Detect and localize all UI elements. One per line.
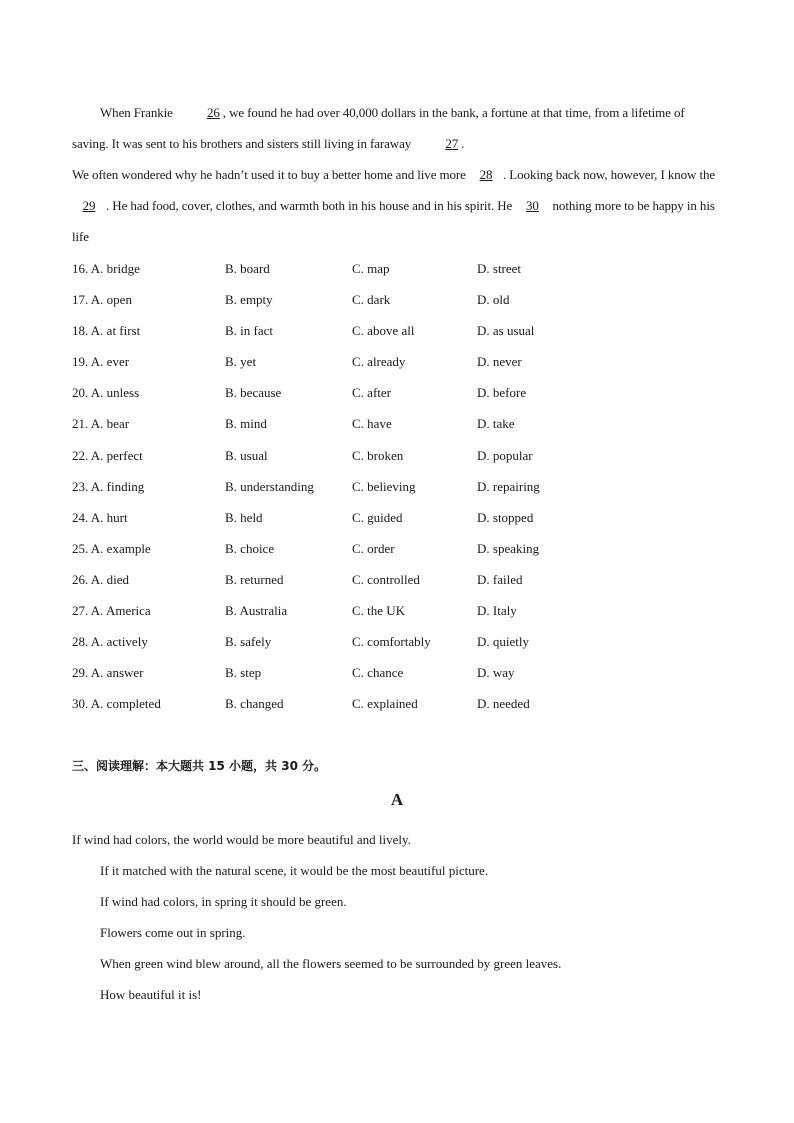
option-c[interactable]: C. comfortably	[352, 634, 431, 650]
option-c[interactable]: C. the UK	[352, 603, 406, 619]
option-b[interactable]: B. safely	[225, 634, 272, 650]
option-b[interactable]: B. Australia	[225, 603, 288, 619]
option-d[interactable]: D. needed	[477, 696, 530, 712]
option-d[interactable]: D. quietly	[477, 634, 529, 650]
option-row	[72, 315, 722, 346]
option-d[interactable]: D. Italy	[477, 603, 517, 619]
option-c[interactable]: C. broken	[352, 447, 404, 463]
option-row	[72, 533, 722, 564]
option-a[interactable]: 17. A. open	[72, 292, 132, 308]
section-heading: 三、阅读理解：本大题共 15 小题，共 30 分。	[72, 759, 327, 773]
passage-paragraph-2: We often wondered why he hadn’t used it to buy a better home and live more 28 . Looking back now, however, I know the 29 . He had food, cover, clothes, and warmth both in his house and in his spirit. He 30 nothing more to be happy in his life	[72, 159, 722, 252]
option-c[interactable]: C. map	[352, 261, 390, 276]
option-b[interactable]: B. board	[225, 261, 270, 276]
option-d[interactable]: D. speaking	[477, 540, 540, 556]
option-row	[72, 377, 722, 408]
option-a[interactable]: 16. A. bridge	[72, 261, 140, 276]
option-row	[72, 440, 722, 471]
option-row	[72, 346, 722, 377]
option-row	[72, 471, 722, 502]
option-d[interactable]: D. old	[477, 292, 510, 308]
option-a[interactable]: 27. A. America	[72, 603, 151, 619]
option-d[interactable]: D. repairing	[477, 478, 540, 494]
option-a[interactable]: 25. A. example	[72, 540, 151, 556]
option-b[interactable]: B. choice	[225, 540, 275, 556]
option-a[interactable]: 28. A. actively	[72, 634, 148, 650]
option-d[interactable]: D. street	[477, 261, 522, 276]
option-c[interactable]: C. above all	[352, 323, 415, 339]
blank-29[interactable]: 29	[82, 198, 96, 213]
option-d[interactable]: D. take	[477, 416, 515, 432]
option-b[interactable]: B. step	[225, 665, 262, 681]
option-a[interactable]: 29. A. answer	[72, 665, 144, 681]
option-c[interactable]: C. dark	[352, 292, 391, 308]
option-d[interactable]: D. stopped	[477, 509, 534, 525]
options-list	[72, 253, 722, 719]
option-row	[72, 253, 722, 284]
option-a[interactable]: 26. A. died	[72, 571, 130, 587]
blank-26[interactable]: 26	[206, 105, 220, 120]
option-c[interactable]: C. guided	[352, 509, 403, 525]
option-b[interactable]: B. understanding	[225, 478, 314, 494]
option-a[interactable]: 18. A. at first	[72, 323, 141, 339]
option-c[interactable]: C. have	[352, 416, 392, 432]
option-b[interactable]: B. in fact	[225, 323, 274, 339]
option-b[interactable]: B. usual	[225, 447, 268, 463]
passage-a-line-5: When green wind blew around, all the flowers seemed to be surrounded by green leaves.	[100, 956, 562, 971]
option-a[interactable]: 19. A. ever	[72, 354, 130, 370]
option-a[interactable]: 20. A. unless	[72, 385, 140, 401]
option-d[interactable]: D. popular	[477, 447, 533, 463]
option-row	[72, 595, 722, 626]
option-c[interactable]: C. chance	[352, 665, 404, 681]
option-a[interactable]: 22. A. perfect	[72, 447, 143, 463]
option-b[interactable]: B. yet	[225, 354, 257, 370]
option-b[interactable]: B. empty	[225, 292, 273, 308]
passage-a-line-6: How beautiful it is!	[100, 987, 202, 1002]
option-c[interactable]: C. controlled	[352, 571, 420, 587]
option-d[interactable]: D. never	[477, 354, 522, 370]
option-d[interactable]: D. way	[477, 665, 515, 681]
passage-a-line-1: If wind had colors, the world would be more beautiful and lively.	[72, 832, 411, 847]
blank-28[interactable]: 28	[479, 167, 493, 182]
option-a[interactable]: 21. A. bear	[72, 416, 130, 432]
option-row	[72, 564, 722, 595]
option-c[interactable]: C. after	[352, 385, 391, 401]
blank-27[interactable]: 27	[445, 136, 459, 151]
option-b[interactable]: B. held	[225, 509, 263, 525]
option-row	[72, 626, 722, 657]
passage-paragraph-1: When Frankie 26 , we found he had over 40,000 dollars in the bank, a fortune at that time, from a lifetime of saving. It was sent to his brothers and sisters still living in faraway 27 .	[72, 97, 722, 159]
option-a[interactable]: 23. A. finding	[72, 478, 145, 494]
option-b[interactable]: B. returned	[225, 571, 284, 587]
option-b[interactable]: B. because	[225, 385, 282, 401]
passage-a-line-2: If it matched with the natural scene, it would be the most beautiful picture.	[100, 863, 489, 878]
option-b[interactable]: B. changed	[225, 696, 284, 712]
option-b[interactable]: B. mind	[225, 416, 267, 432]
option-d[interactable]: D. failed	[477, 571, 523, 587]
option-c[interactable]: C. already	[352, 354, 406, 370]
option-row	[72, 688, 722, 719]
passage-a-line-3: If wind had colors, in spring it should be green.	[100, 894, 347, 909]
option-row	[72, 502, 722, 533]
option-row	[72, 284, 722, 315]
option-d[interactable]: D. as usual	[477, 323, 535, 339]
option-d[interactable]: D. before	[477, 385, 527, 401]
option-a[interactable]: 24. A. hurt	[72, 509, 128, 525]
passage-a-line-4: Flowers come out in spring.	[100, 925, 246, 940]
option-c[interactable]: C. believing	[352, 478, 416, 494]
option-c[interactable]: C. order	[352, 540, 395, 556]
blank-30[interactable]: 30	[525, 198, 539, 213]
option-row	[72, 657, 722, 688]
option-c[interactable]: C. explained	[352, 696, 418, 712]
option-a[interactable]: 30. A. completed	[72, 696, 161, 712]
option-row	[72, 408, 722, 439]
passage-a-title: A	[390, 790, 404, 809]
